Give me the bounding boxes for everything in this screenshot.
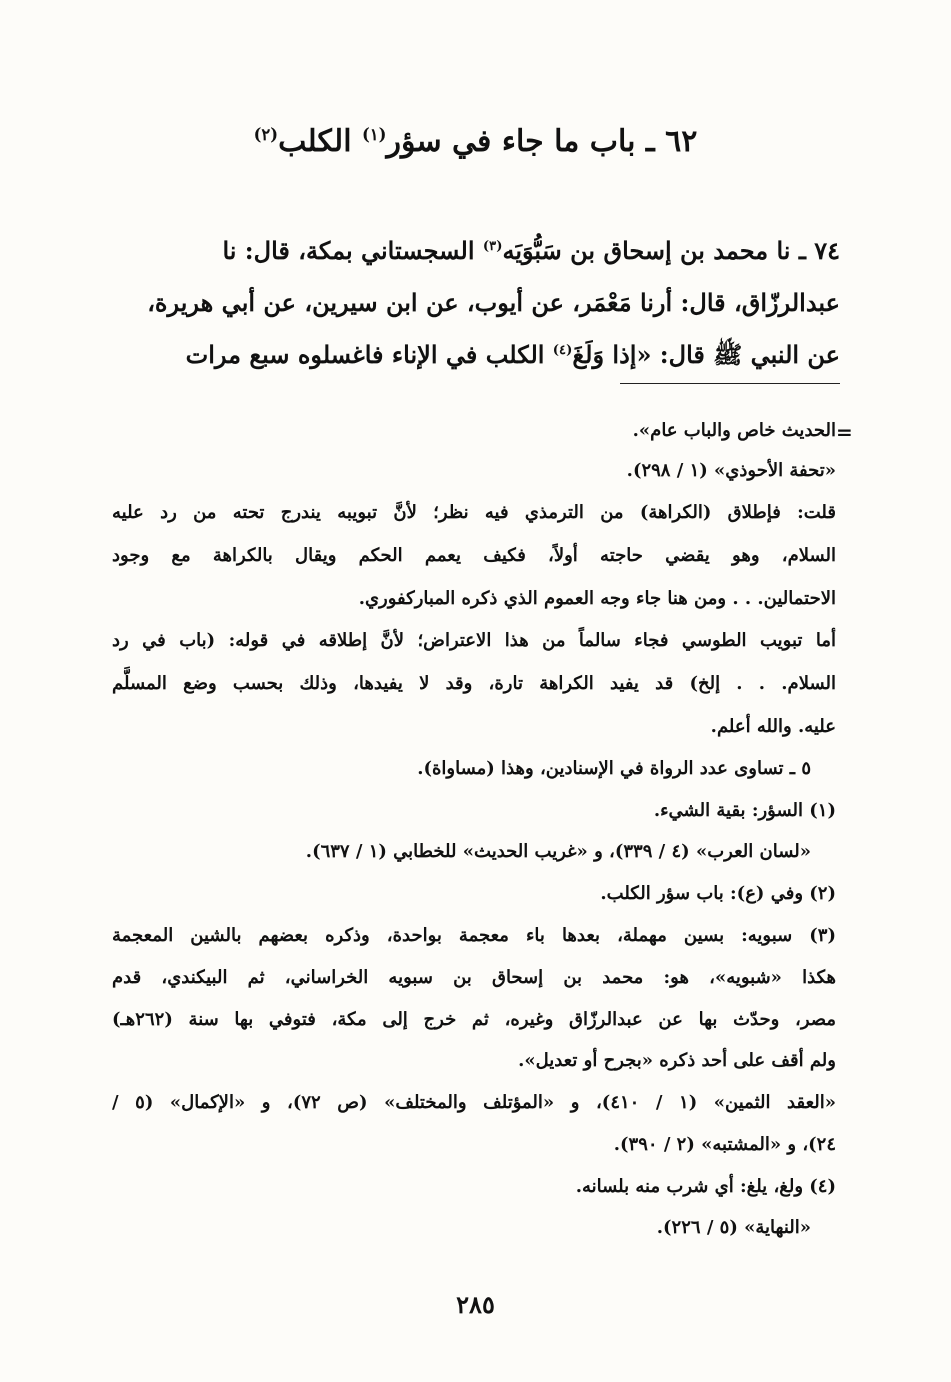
- hadith-text: [118, 225, 840, 381]
- footnote-line: أما تبويب الطوسي فجاء سالماً من هذا الاعتراض؛ لأنَّ إطلاقه في قوله: (باب في رد: [112, 630, 836, 651]
- footnote-ref-3[interactable]: (٣): [482, 239, 503, 254]
- footnote-line: الحديث خاص والباب عام».: [632, 420, 836, 441]
- footnote-line: السلام. . . إلخ) قد يفيد الكراهة تارة، وقد لا يفيدها، وذلك بحسب وضع المسلَّم: [112, 673, 836, 694]
- hadith-line-3-b: الكلب في الإناء فاغسلوه سبع مرات: [185, 340, 545, 369]
- hadith-line-3: [118, 329, 840, 381]
- footnote-3-source: «العقد الثمين» (١ / ٤١٠)، و «المؤتلف والمختلف» (ص ٧٢)، و «الإكمال» (٥ /: [112, 1092, 837, 1113]
- footnote-line: قلت: فإطلاق (الكراهة) من الترمذي فيه نظر؛ لأنَّ تبويبه يندرج تحته من رد عليه: [112, 502, 836, 523]
- footnote-ref-1[interactable]: (١): [361, 125, 387, 144]
- footnote-line: عليه. والله أعلم.: [710, 716, 836, 737]
- page-number: ٢٨٥: [456, 1290, 495, 1319]
- footnote-3-line: ولم أقف على أحد ذكره «بجرح أو تعديل».: [518, 1050, 836, 1071]
- continuation-mark: =: [836, 420, 853, 444]
- footnote-line: ٥ ـ تساوى عدد الرواة في الإسنادين، وهذا (مساواة).: [417, 758, 811, 779]
- footnote-line: الاحتمالين. . . ومن هنا جاء وجه العموم الذي ذكره المباركفوري.: [358, 588, 836, 609]
- footnote-3-source: ٢٤)، و «المشتبه» (٢ / ٣٩٠).: [613, 1134, 836, 1155]
- footnote-4-source: «النهاية» (٥ / ٢٢٦).: [656, 1217, 811, 1238]
- footnote-4: (٤) ولغ، يلغ: أي شرب منه بلسانه.: [575, 1176, 836, 1197]
- footnote-ref-4[interactable]: (٤): [552, 343, 573, 358]
- footnote-3-line: هكذا «شبويه»، هو: محمد بن إسحاق بن سبويه الخراساني، ثم البيكندي، قدم: [112, 967, 836, 988]
- hadith-line-1-b: السجستاني بمكة، قال: نا: [222, 236, 475, 265]
- chapter-title-text: ٦٢ ـ باب ما جاء في سؤر: [386, 124, 698, 159]
- hadith-line-1: [118, 225, 840, 277]
- footnote-separator: [620, 383, 840, 384]
- footnote-1-source: «لسان العرب» (٤ / ٣٣٩)، و «غريب الحديث» للخطابي (١ / ٦٣٧).: [305, 841, 811, 862]
- hadith-line-2: عبدالرزّاق، قال: أرنا مَعْمَر، عن أيوب، عن ابن سيرين، عن أبي هريرة،: [147, 288, 840, 317]
- chapter-title-end: الكلب: [278, 124, 352, 159]
- footnote-2: (٢) وفي (ع): باب سؤر الكلب.: [600, 883, 836, 904]
- chapter-title: [120, 112, 831, 172]
- footnote-3-line: مصر، وحدّث بها عن عبدالرزّاق وغيره، ثم خرج إلى مكة، فتوفي بها سنة (٢٦٢هـ): [112, 1009, 836, 1030]
- footnote-line: «تحفة الأحوذي» (١ / ٢٩٨).: [626, 460, 836, 481]
- footnote-line: السلام، وهو يقضي حاجته أولاً، فكيف يعمم الحكم ويقال بالكراهة مع وجود: [112, 545, 836, 566]
- footnote-1: (١) السؤر: بقية الشيء.: [653, 800, 836, 821]
- hadith-line-1-a: ٧٤ ـ نا محمد بن إسحاق بن سَبُّوَيَه: [502, 236, 840, 265]
- footnote-ref-2[interactable]: (٢): [253, 125, 279, 144]
- hadith-line-3-a: عن النبي ﷺ قال: «إذا وَلَغَ: [572, 340, 840, 369]
- footnote-3: (٣) سبويه: بسين مهملة، بعدها باء معجمة بواحدة، وذكره بعضهم بالشين المعجمة: [112, 925, 836, 946]
